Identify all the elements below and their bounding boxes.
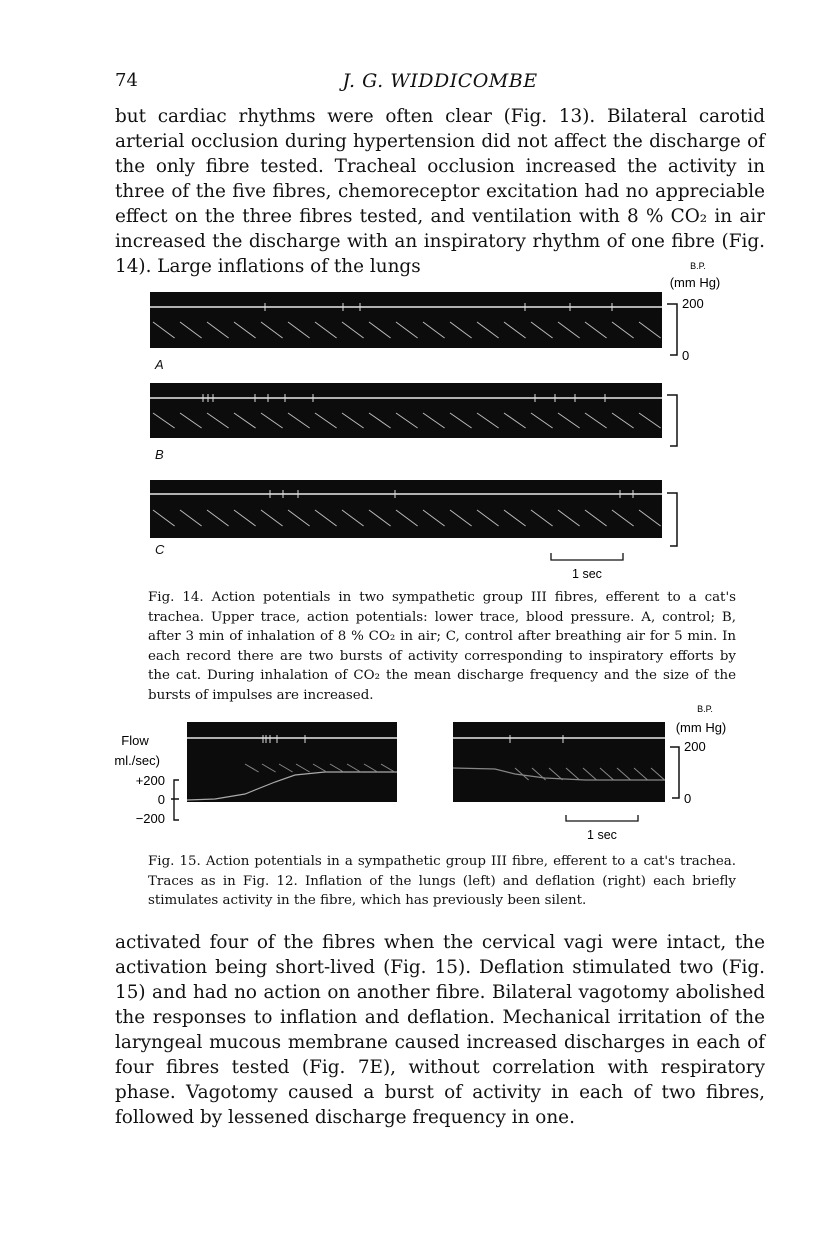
time-scale-bar-fig15 (566, 815, 638, 821)
figure-14 (115, 258, 765, 588)
figure-15-caption: Fig. 15. Action potentials in a sympathetic group III fibre, efferent to a cat's trachea. Traces as in Fig. 12. Inflation of the lungs (left) and deflation (right) each briefly stimulates activity in the fibre, which has previously been silent. (148, 854, 736, 908)
time-scale-label: 1 sec (572, 567, 602, 581)
bp-tick-200: 200 (682, 296, 704, 311)
paragraph-top: but cardiac rhythms were often clear (Fig. 13). Bilateral carotid arterial occlusion during hypertension did not affect the discharge of the only fibre tested. Tracheal occlusion increased the activity in three of the five fibres, chemoreceptor excitation had no appreciable effect on the three fibres tested, and ventilation with 8 % CO₂ in air increased the discharge with an inspiratory rhythm of one fibre (Fig. 14). Large inflations of the lungs (115, 106, 765, 277)
bp-tick-0: 0 (682, 348, 690, 363)
time-scale-label-fig15: 1 sec (587, 828, 617, 842)
flow-tick-minus200: −200 (135, 811, 165, 826)
deflation-recording (453, 722, 665, 802)
panel-b (150, 383, 677, 462)
bp-unit-label-fig15: (mm Hg) (675, 720, 727, 735)
panel-label-c: C (155, 542, 165, 557)
paragraph-bottom: activated four of the fibres when the cervical vagi were intact, the activation being short-lived (Fig. 15). Deflation stimulated two (Fig. 15) and had no action on another fibre. Bilateral vagotomy abolished the responses to inflation and deflation. Mechanical irritation of the laryngeal mucous membrane caused increased discharges in each of four fibres tested (Fig. 7E), without correlation with respiratory phase. Vagotomy caused a burst of activity in each of two fibres, followed by lessened discharge frequency in one. (115, 932, 765, 1128)
figure-15 (115, 702, 765, 852)
flow-unit-label: (ml./sec) (115, 753, 160, 768)
bp-label-fig15: B.P. (697, 704, 713, 714)
bp-label: B.P. (690, 261, 706, 271)
panel-label-a: A (155, 357, 164, 372)
bp-tick-200-fig15: 200 (684, 739, 706, 754)
time-scale-bar (551, 553, 623, 560)
bp-tick-0-fig15: 0 (684, 791, 692, 806)
panel-c (150, 480, 677, 557)
flow-tick-plus200: +200 (135, 773, 165, 788)
flow-scale-bracket (171, 780, 179, 820)
inflation-recording (187, 722, 397, 802)
bp-unit-label: (mm Hg) (669, 275, 721, 290)
running-head: J. G. WIDDICOMBE (342, 70, 538, 92)
bp-scale-bracket (667, 304, 677, 355)
bp-scale-bracket-fig15 (670, 747, 679, 798)
flow-label: Flow (121, 733, 149, 748)
page-header (115, 70, 765, 94)
panel-label-b: B (155, 447, 164, 462)
figure-14-caption: Fig. 14. Action potentials in two sympathetic group III fibres, efferent to a cat's trachea. Upper trace, action potentials: lower trace, blood pressure. A, control; B, after 3 min of inhalation of 8 % CO₂ in air; C, control after breathing air for 5 min. In each record there are two bursts of activity corresponding to inspiratory efforts by the cat. During inhalation of CO₂ the mean discharge frequency and the size of the bursts of impulses are increased. (148, 590, 736, 703)
panel-a (150, 292, 662, 372)
figure-15-recordings (115, 702, 765, 852)
figure-14-recordings (115, 258, 765, 588)
page-number: 74 (115, 70, 138, 91)
flow-tick-0: 0 (157, 792, 165, 807)
